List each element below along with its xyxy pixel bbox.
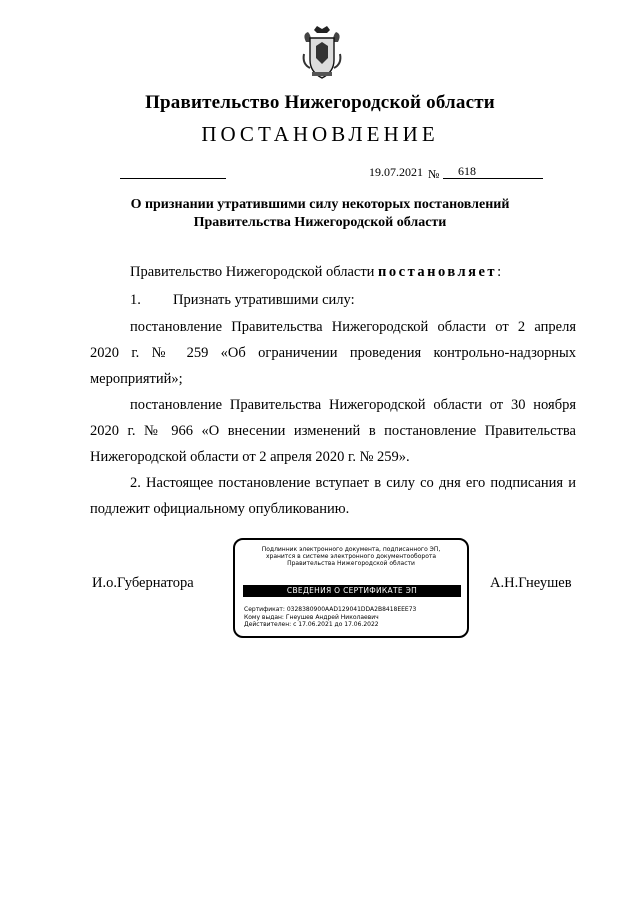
document-type: ПОСТАНОВЛЕНИЕ — [201, 122, 439, 146]
intro-suffix: : — [497, 264, 502, 280]
item-1-number: 1. — [130, 292, 141, 308]
item-2-line-2: подлежит официальному опубликованию. — [90, 501, 350, 517]
subject-line-2: Правительства Нижегородской области — [193, 215, 447, 230]
para-1-line-2: 2020 г. № 259 «Об ограничении проведения контрольно-надзорных — [90, 345, 576, 361]
stamp-line-1: Подлинник электронного документа, подписанного ЭП, — [261, 546, 441, 553]
document-subject — [100, 196, 540, 232]
document-date: 19.07.2021 — [369, 165, 423, 179]
stamp-valid-period: Действителен: с 17.06.2021 до 17.06.2022 — [244, 621, 379, 628]
stamp-cert-id: Сертификат: 0328380900AAD129041DDA2B8418EEE73 — [244, 606, 417, 613]
electronic-signature-stamp — [233, 538, 469, 638]
government-title: Правительство Нижегородской области — [145, 92, 495, 113]
stamp-certificate-bar: СВЕДЕНИЯ О СЕРТИФИКАТЕ ЭП — [243, 585, 461, 597]
intro-spaced-word: постановляет — [378, 264, 498, 280]
intro-paragraph — [130, 265, 501, 279]
intro-prefix: Правительство Нижегородской области — [130, 264, 379, 280]
para-1-line-3: мероприятий»; — [90, 371, 183, 387]
signer-position: И.о.Губернатора — [92, 575, 194, 591]
document-number: 618 — [458, 164, 476, 178]
number-underline — [443, 178, 543, 179]
item-1-text: Признать утратившими силу: — [173, 292, 355, 308]
signer-name: А.Н.Гнеушев — [490, 575, 572, 591]
para-2-line-3: Нижегородской области от 2 апреля 2020 г. № 259». — [90, 449, 410, 465]
stamp-line-2: хранится в системе электронного документооборота — [265, 553, 437, 560]
blank-date-line — [120, 178, 226, 179]
para-1-line-1: постановление Правительства Нижегородской области от 2 апреля — [130, 319, 576, 335]
coat-of-arms-icon — [300, 24, 344, 80]
stamp-line-3: Правительства Нижегородской области — [287, 560, 415, 567]
subject-line-1: О признании утратившими силу некоторых постановлений — [130, 197, 510, 212]
para-2-line-1: постановление Правительства Нижегородской области от 30 ноября — [130, 397, 576, 413]
stamp-issued-to: Кому выдан: Гнеушев Андрей Николаевич — [244, 613, 379, 621]
stamp-header — [235, 546, 467, 567]
stamp-certificate-info — [244, 606, 416, 629]
para-2-line-2: 2020 г. № 966 «О внесении изменений в постановление Правительства — [90, 423, 576, 439]
number-sign: № — [428, 167, 440, 181]
item-2-line-1: 2. Настоящее постановление вступает в силу со дня его подписания и — [130, 475, 576, 491]
